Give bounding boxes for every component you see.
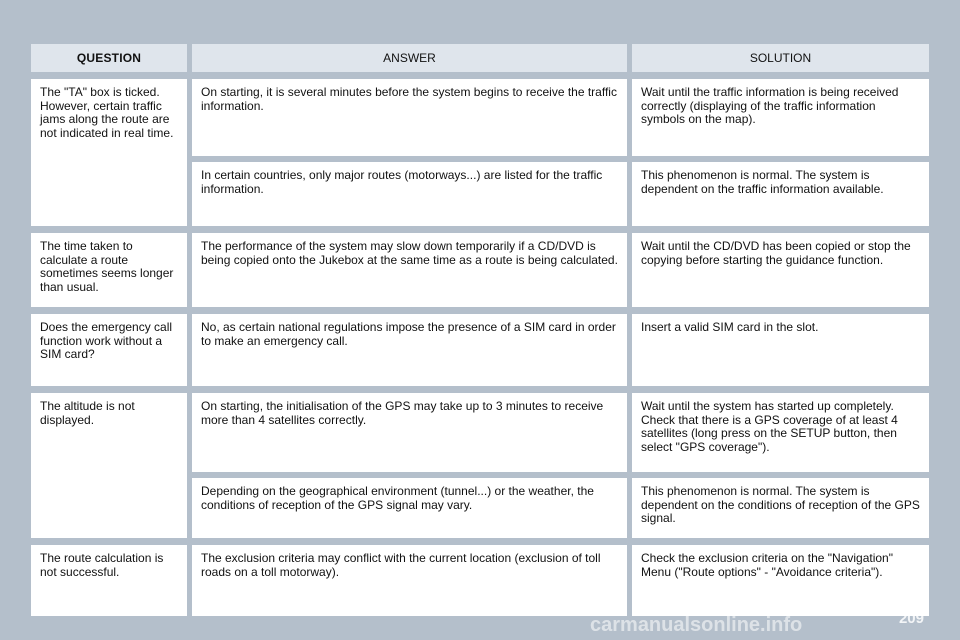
answer-cell: The exclusion criteria may conflict with the current location (exclusion of toll roads on a toll motorway).: [192, 545, 627, 616]
faq-table: [31, 44, 929, 616]
question-cell: The route calculation is not successful.: [31, 545, 187, 616]
header-solution: SOLUTION: [632, 44, 929, 72]
solution-cell: Wait until the system has started up completely. Check that there is a GPS coverage of at least 4 satellites (long press on the SETUP button, then select "GPS coverage").: [632, 393, 929, 472]
table-row: [31, 233, 929, 307]
solution-cell: Wait until the traffic information is being received correctly (displaying of the traffic information symbols on the map).: [632, 79, 929, 156]
solution-cell: This phenomenon is normal. The system is dependent on the conditions of reception of the GPS signal.: [632, 478, 929, 538]
header-answer: ANSWER: [192, 44, 627, 72]
table-row: [31, 545, 929, 616]
table-row: [31, 79, 929, 226]
table-row: [31, 314, 929, 386]
solution-cell: Insert a valid SIM card in the slot.: [632, 314, 929, 386]
question-cell: Does the emergency call function work without a SIM card?: [31, 314, 187, 386]
table-row: [31, 393, 929, 538]
answer-cell: On starting, the initialisation of the GPS may take up to 3 minutes to receive more than 4 satellites correctly.: [192, 393, 627, 472]
question-cell: The "TA" box is ticked. However, certain traffic jams along the route are not indicated in real time.: [31, 79, 187, 226]
answer-cell: Depending on the geographical environment (tunnel...) or the weather, the conditions of reception of the GPS signal may vary.: [192, 478, 627, 538]
answer-cell: No, as certain national regulations impose the presence of a SIM card in order to make an emergency call.: [192, 314, 627, 386]
solution-cell: Check the exclusion criteria on the "Navigation" Menu ("Route options" - "Avoidance criteria").: [632, 545, 929, 616]
answer-cell: The performance of the system may slow down temporarily if a CD/DVD is being copied onto the Jukebox at the same time as a route is being calculated.: [192, 233, 627, 307]
page-number: 209: [898, 610, 924, 627]
question-cell: The altitude is not displayed.: [31, 393, 187, 538]
solution-cell: Wait until the CD/DVD has been copied or stop the copying before starting the guidance function.: [632, 233, 929, 307]
table-header: [31, 44, 929, 72]
question-cell: The time taken to calculate a route sometimes seems longer than usual.: [31, 233, 187, 307]
solution-cell: This phenomenon is normal. The system is dependent on the traffic information available.: [632, 162, 929, 226]
watermark: carmanualsonline.info: [590, 614, 803, 636]
answer-cell: In certain countries, only major routes (motorways...) are listed for the traffic information.: [192, 162, 627, 226]
header-question: QUESTION: [31, 44, 187, 72]
answer-cell: On starting, it is several minutes before the system begins to receive the traffic information.: [192, 79, 627, 156]
